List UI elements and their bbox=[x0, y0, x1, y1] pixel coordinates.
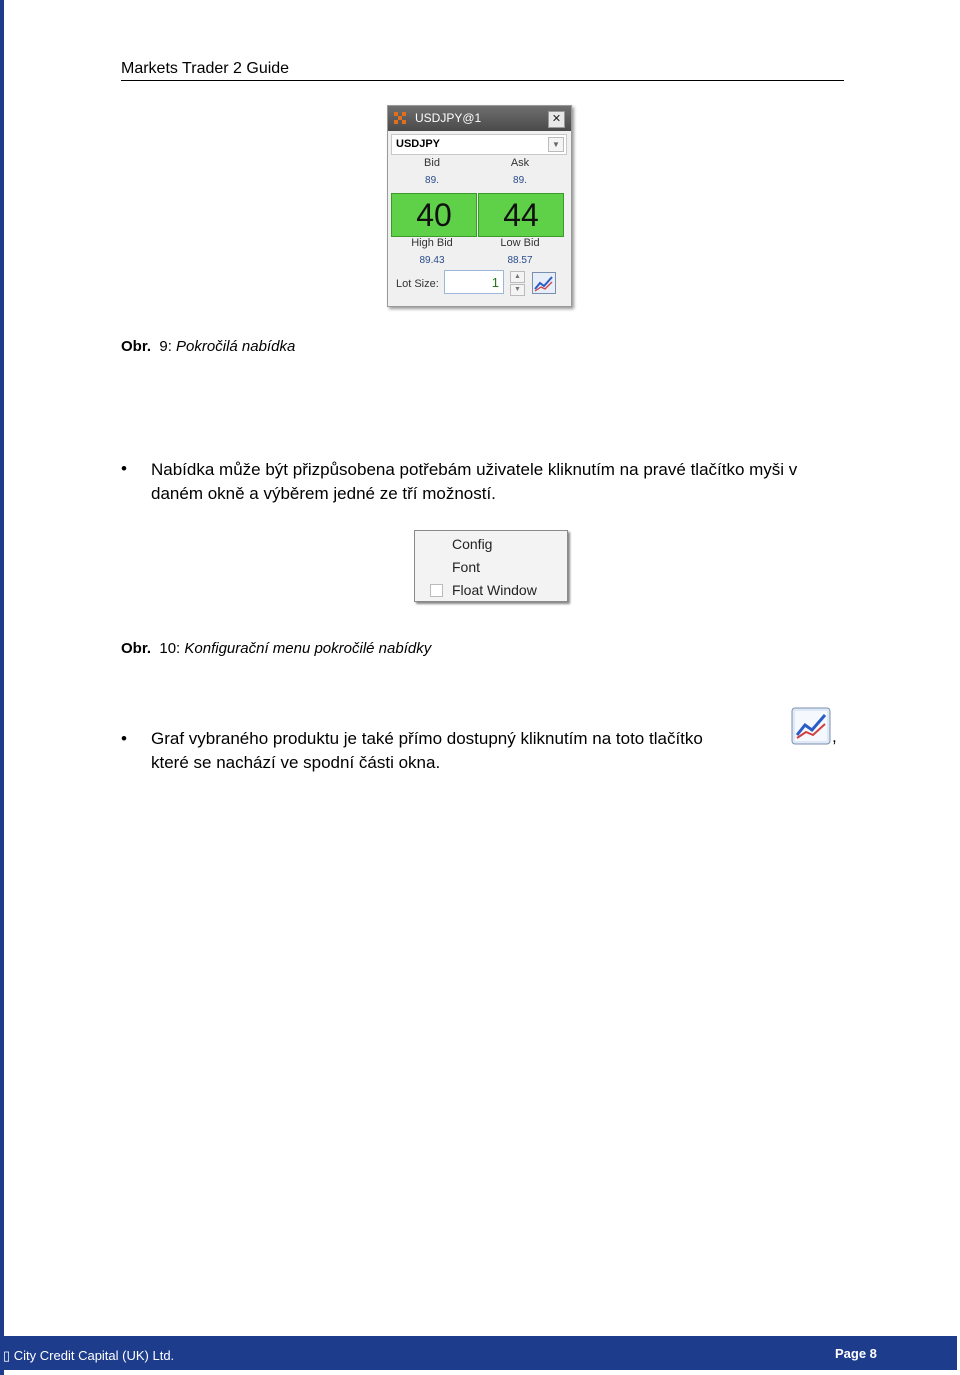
bullet-marker: • bbox=[121, 729, 127, 748]
bid-prefix: 89. bbox=[425, 175, 439, 186]
footer-glyph: ▯ bbox=[3, 1348, 11, 1363]
low-bid-value: 88.57 bbox=[507, 255, 533, 266]
chevron-down-icon[interactable]: ▼ bbox=[548, 137, 564, 152]
ask-price-button[interactable]: 44 bbox=[478, 193, 564, 237]
bullet-text-chart-line2: které se nachází ve spodní části okna. bbox=[151, 753, 441, 772]
menu-item-float-window[interactable]: Float Window bbox=[452, 582, 537, 598]
widget-titlebar[interactable] bbox=[388, 106, 571, 131]
footer-company-name: City Credit Capital (UK) Ltd. bbox=[13, 1348, 175, 1363]
page-number: Page 8 bbox=[835, 1346, 877, 1361]
spin-down-icon[interactable]: ▼ bbox=[510, 284, 525, 296]
bullet-marker: • bbox=[121, 459, 127, 478]
app-logo-icon bbox=[394, 112, 407, 125]
high-bid-value: 89.43 bbox=[419, 255, 445, 266]
high-bid-label: High Bid bbox=[411, 237, 453, 249]
spin-up-icon[interactable]: ▲ bbox=[510, 271, 525, 283]
lot-size-input[interactable]: 1 bbox=[444, 270, 504, 294]
quote-widget bbox=[387, 105, 572, 307]
figure-caption-9: Obr. 9: Pokročilá nabídka bbox=[121, 338, 296, 355]
lot-size-label: Lot Size: bbox=[396, 278, 439, 290]
float-window-checkbox[interactable] bbox=[430, 584, 443, 597]
ask-label: Ask bbox=[510, 157, 530, 169]
bid-label: Bid bbox=[424, 157, 440, 169]
bid-price-button[interactable]: 40 bbox=[391, 193, 477, 237]
symbol-select[interactable] bbox=[391, 134, 567, 155]
chart-icon[interactable] bbox=[532, 272, 556, 294]
page-footer bbox=[0, 1336, 957, 1370]
close-icon[interactable]: ✕ bbox=[548, 111, 565, 128]
figure-caption-10: Obr. 10: Konfigurační menu pokročilé nabídky bbox=[121, 640, 432, 657]
widget-title: USDJPY@1 bbox=[415, 111, 482, 125]
menu-item-font[interactable]: Font bbox=[452, 559, 481, 575]
chart-icon bbox=[791, 707, 831, 745]
header-title: Markets Trader 2 Guide bbox=[121, 60, 290, 77]
low-bid-label: Low Bid bbox=[500, 237, 540, 249]
page-left-rule bbox=[0, 0, 4, 1375]
footer-company bbox=[3, 1348, 174, 1364]
ask-prefix: 89. bbox=[513, 175, 527, 186]
bullet-text-chart-line1: Graf vybraného produktu je také přímo dostupný kliknutím na toto tlačítko bbox=[151, 729, 703, 748]
symbol-value: USDJPY bbox=[396, 138, 441, 150]
context-menu bbox=[414, 530, 568, 602]
bullet-text-customize: Nabídka může být přizpůsobena potřebám uživatele kliknutím na pravé tlačítko myši v daném okně a výběrem jedné ze tří možností. bbox=[151, 460, 798, 503]
comma-text: , bbox=[832, 727, 837, 746]
menu-item-config[interactable]: Config bbox=[452, 536, 493, 552]
header-rule bbox=[121, 80, 844, 81]
